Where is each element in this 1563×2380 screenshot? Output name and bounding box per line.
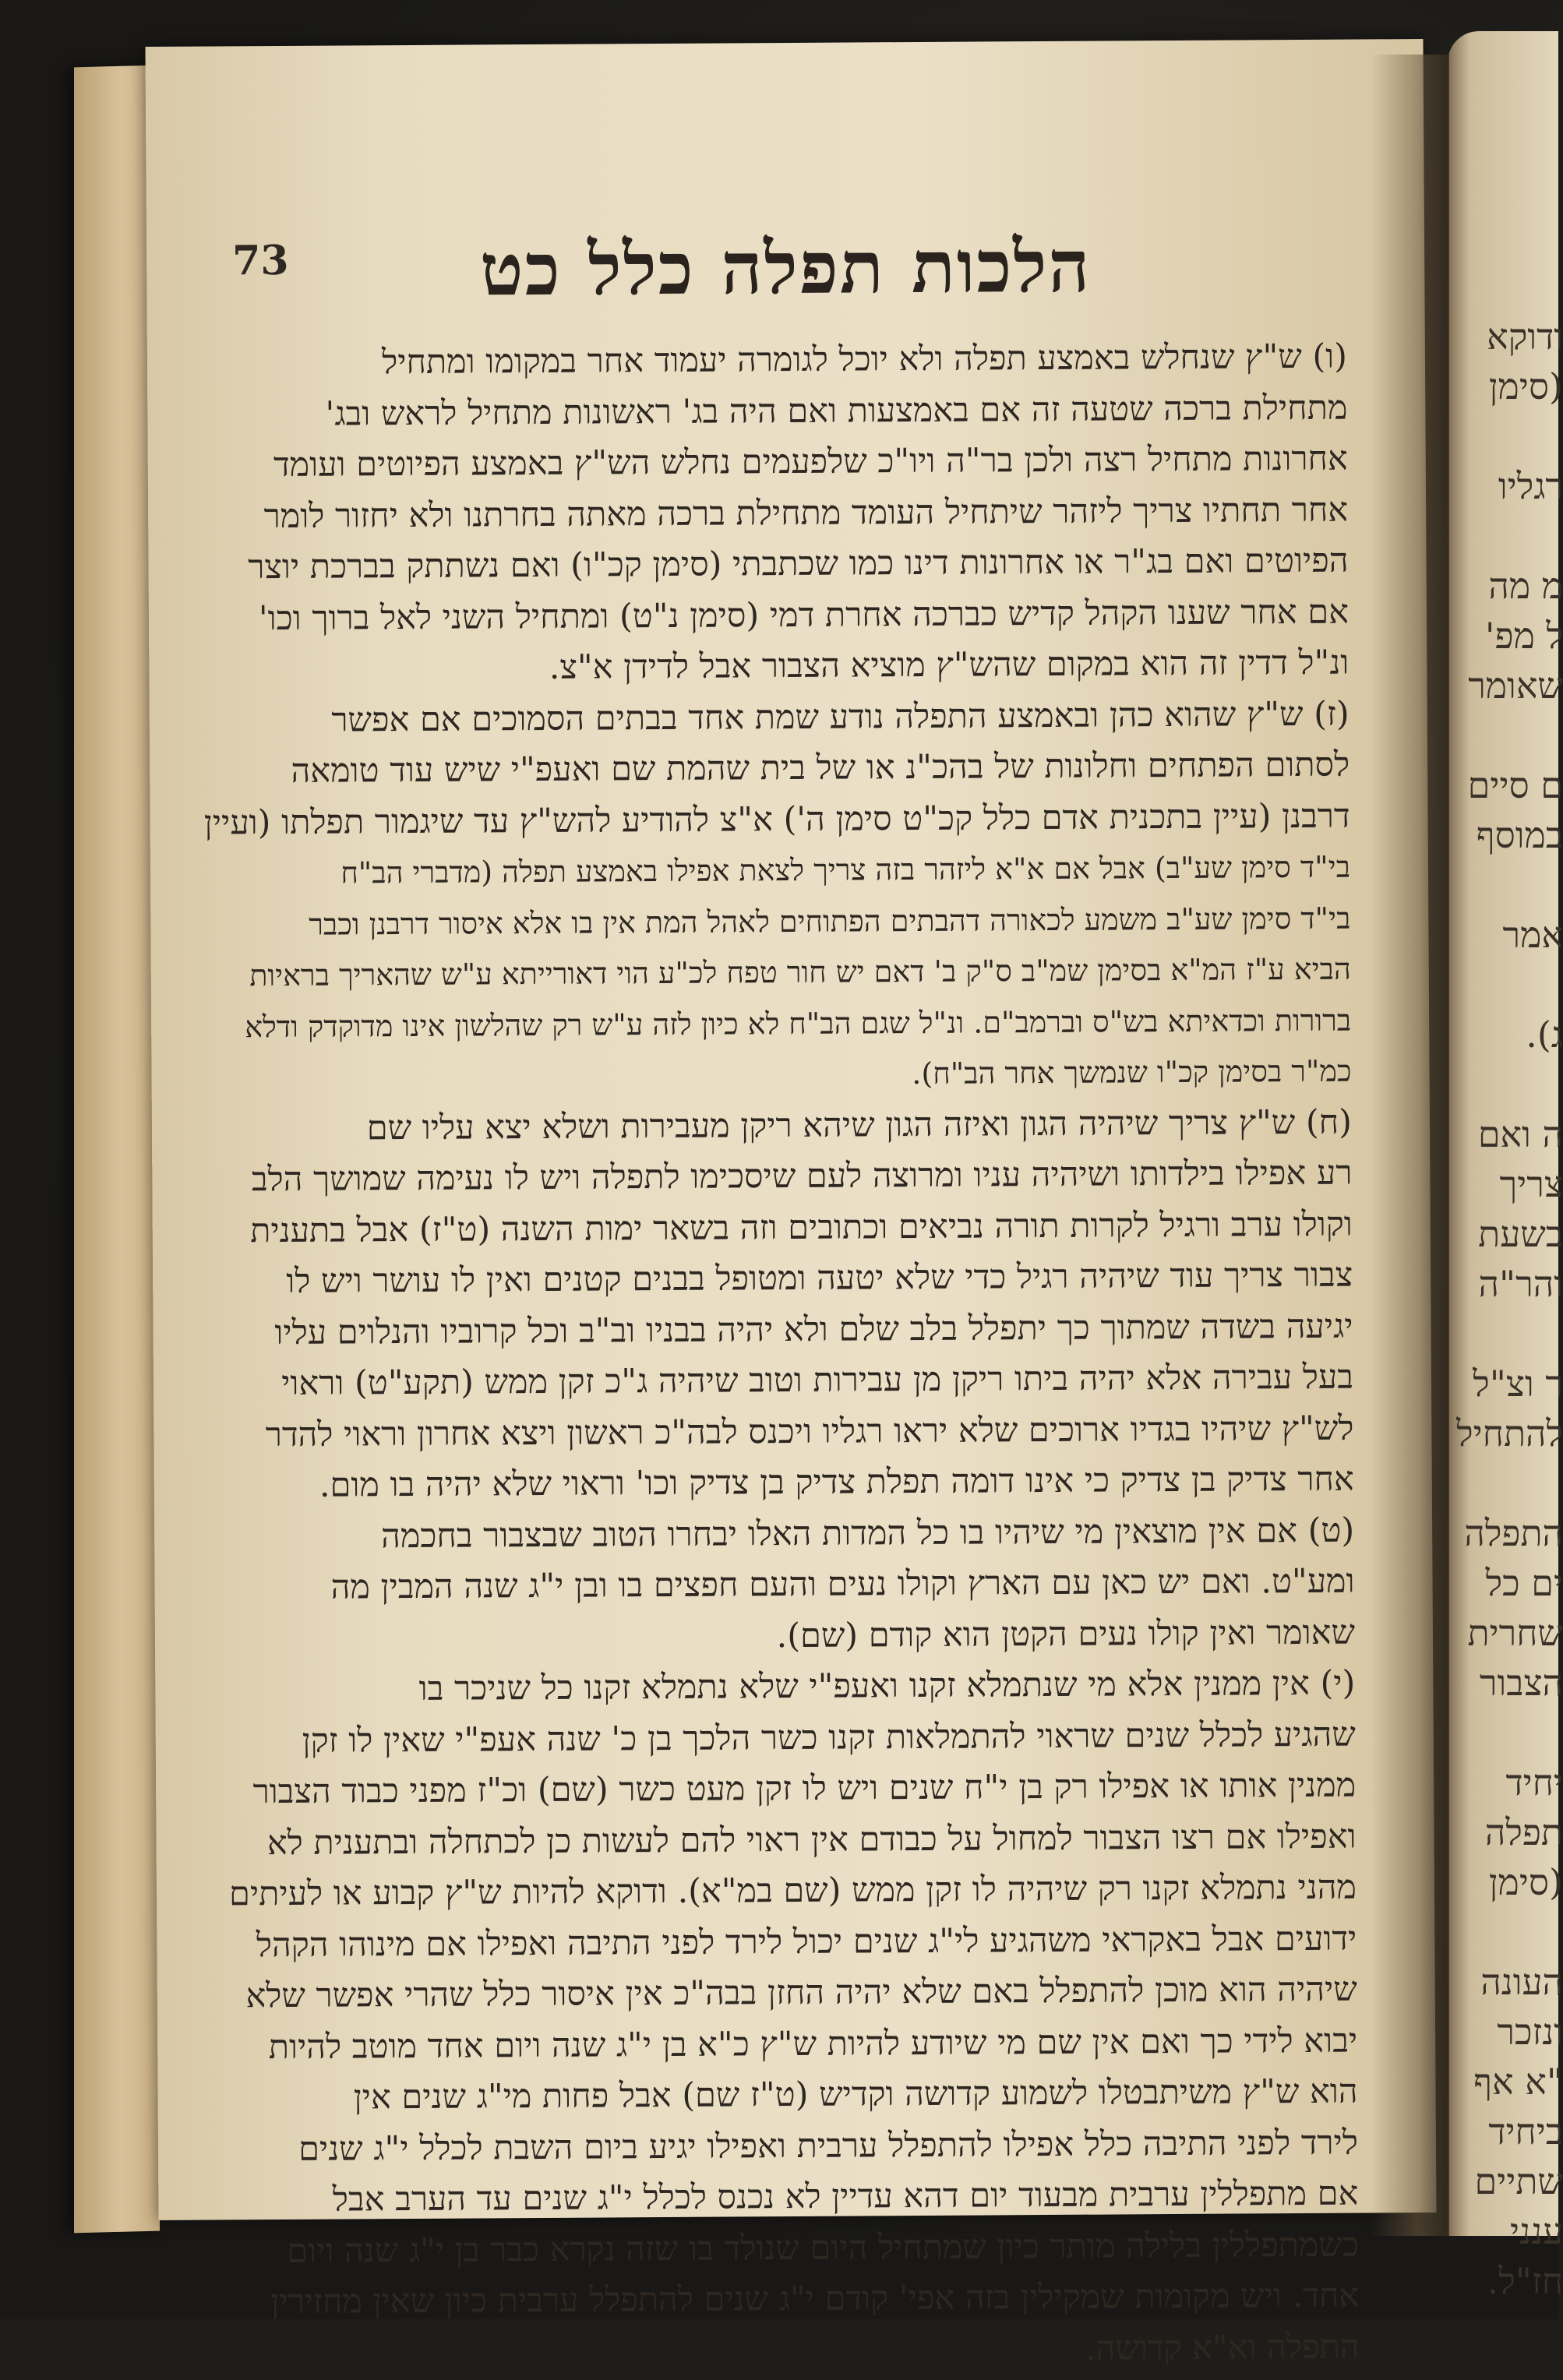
text-line: לירד לפני התיבה כלל אפילו להתפלל ערבית ואפילו יגיע ביום השבת לכלל י"ג שנים [298,2123,1359,2169]
fragment-line: יחיד [1505,1761,1563,1804]
paragraph-zayin [203,689,1352,1104]
page-title: הלכות תפלה כלל כט [479,224,1092,312]
fragment-line: "א אף [1473,2061,1563,2103]
fragment-line: רגליו [1498,465,1563,507]
fragment-line: ג). [1526,1014,1563,1056]
text-line: בי"ד סימן שע"ב משמע לכאורה דהבתים הפתוחים לאהל המת אין בו אלא איסור דרבנן וכבר [309,901,1351,942]
text-line: הוא ש"ץ משיתבטלו לשמוע קדושה וקדיש (ט"ז שם) אבל פחות מי"ג שנים אין [353,2071,1358,2117]
text-line: אחר צדיק בן צדיק כי אינו דומה תפלת צדיק בן צדיק וכו' וראוי שלא יהיה בו מום. [319,1459,1354,1505]
fragment-line: מ מה [1488,565,1563,607]
text-line: אם אחר שענו הקהל קדיש כברכה אחרת דמי (סימן נ"ט) ומתחיל השני לאל ברוך וכו' [258,592,1350,638]
text-line: (ט) אם אין מוצאין מי שיהיו בו כל המדות האלו יבחרו הטוב שבצבור בחכמה [380,1511,1355,1556]
book-gutter-shadow [1371,55,1449,2236]
text-line: הפיוטים ואם בג"ר או אחרונות דינו כמו שכתבתי (סימן קכ"ו) ואם נשתתק בברכת יוצר [248,541,1349,587]
text-line: דרבנן (עיין בתכנית אדם כלל קכ"ט סימן ה') א"צ להודיע להש"ץ עד שיגמור תפלתו (ועיין [203,796,1350,843]
fragment-line: שאומר [1468,665,1563,707]
text-line: התפלה וא"א קדושה. [1085,2327,1360,2368]
text-line: ונ"ל דדין זה הוא במקום שהש"ץ מוציא הצבור אבל לדידן א"צ. [549,643,1350,687]
fragment-line [1454,1708,1563,1758]
fragment-line: ל מפ' [1484,615,1563,657]
fragment-line: (סימן [1488,365,1563,407]
next-page-text [1454,312,1563,2306]
text-line: ואפילו אם רצו הצבור למחול על כבודם אין ראוי להם לעשות כן לכתחלה ובתענית לא [266,1817,1357,1863]
paragraph-tet [240,1505,1355,1665]
paragraph-vav [233,332,1350,696]
main-text [203,332,1360,2380]
text-line: לש"ץ שיהיו בגדיו ארוכים שלא יראו רגליו ויכנס לבה"כ ראשון ויצא אחרון וראוי להדר [265,1409,1354,1454]
fragment-line: ונזכר [1497,2011,1563,2053]
fragment-line [1454,1060,1563,1109]
fragment-line: ים כל [1485,1562,1563,1604]
fragment-line: התפלה [1464,1512,1563,1554]
paragraph-chet [238,1097,1354,1512]
fragment-line: ענני [1509,2210,1563,2252]
text-line: שיהיה הוא מוכן להתפלל באם שלא יהיה החזן בבה"כ אין איסור כלל שהרי אפשר שלא [245,1969,1357,2016]
fragment-line [1454,710,1563,760]
fragment-line: אמר [1502,914,1563,956]
text-line: לסתום הפתחים וחלונות של בהכ"נ או של בית שהמת שם ואעפ"י שיש עוד טומאה [291,745,1350,791]
fragment-line: ודוקא [1487,316,1563,358]
right-page-fragment [1448,31,1563,2302]
page-number: 73 [231,236,289,285]
fragment-line [1454,411,1563,461]
text-line: כמ"ר בסימן קכ"ו שנמשך אחר הב"ח). [912,1053,1352,1091]
text-line: צבור צריך עוד שיהיה רגיל כדי שלא יטעה ומטופל בבנים קטנים ואין לו עושר ויש לו [286,1255,1353,1301]
fragment-line: ה ואם [1477,1113,1563,1155]
fragment-line: צריך [1499,1163,1563,1205]
fragment-line: ביחיד [1488,2110,1563,2153]
fragment-line [1454,960,1563,1010]
fragment-line: העונה [1480,1961,1563,2003]
text-line: אחרונות מתחיל רצה ולכן בר"ה ויו"כ שלפעמים נחלש הש"ץ באמצע הפיוטים ועומד [273,439,1348,485]
fragment-line: ם סיים [1467,764,1563,806]
text-line: יבוא לידי כך ואם אין שם מי שיודע להיות ש"ץ כ"א בן י"ג שנה ויום אחד מוטב להיות [268,2021,1358,2067]
text-line: אחר תחתיו צריך ליזהר שיתחיל העומד מתחילת ברכה מאתה בחרתנו ולא יחזור לומר [263,490,1349,536]
text-line: מתחילת ברכה שטעה זה אם באמצעות ואם היה בג' ראשונות מתחיל לראש ובג' [325,388,1348,434]
left-page [145,39,1436,2368]
text-line: (ו) ש"ץ שנחלש באמצע תפלה ולא יוכל לגומרה יעמוד אחר במקומו ומתחיל [381,337,1348,383]
text-line: (י) אין ממנין אלא מי שנתמלא זקנו ואעפ"י שלא נתמלא זקנו כל שניכר בו [418,1663,1356,1708]
fragment-line: (סימן [1488,1861,1563,1903]
fragment-line [1454,511,1563,561]
fragment-line: הצבור [1479,1662,1563,1704]
text-line: ממנין אותו או אפילו רק בן י"ח שנים ויש לו זקן מעט כשר (שם) וכ"ז מפני כבוד הצבור [252,1765,1357,1812]
text-line: וקולו ערב ורגיל לקרות תורה נביאים וכתובים וזה בשאר ימות השנה (ט"ז) אבל בתענית [249,1204,1353,1250]
fragment-line: במוסף [1476,814,1563,856]
text-line: בעל עבירה אלא יהיה ביתו ריקן מן עבירות וטוב שיהיה ג"כ זקן ממש (תקע"ט) וראוי [281,1357,1354,1403]
text-line: אם מתפללין ערבית מבעוד יום דהא עדיין לא נכנס לכלל י"ג שנים עד הערב אבל [332,2174,1359,2220]
text-line: (ח) ש"ץ צריך שיהיה הגון ואיזה הגון שיהא ריקן מעבירות ושלא יצא עליו שם [366,1102,1353,1148]
text-line: ומע"ט. ואם יש כאן עם הארץ וקולו נעים והעם חפצים בו ובן י"ג שנה המבין מה [330,1561,1355,1607]
fragment-line: בשעת [1478,1213,1563,1255]
fragment-line: ר וצ"ל [1473,1363,1563,1405]
text-line: מהני נתמלא זקנו רק שיהיה לו זקן ממש (שם במ"א). ודוקא להיות ש"ץ קבוע או לעיתים [228,1867,1357,1914]
text-line: הביא ע"ז המ"א בסימן שמ"ב ס"ק ב' דאם יש חור טפח לכ"ע הוי דאורייתא ע"ש שהאריך בראיות [249,951,1351,993]
text-line: בי"ד סימן שע"ב) אבל אם א"א ליזהר בזה צריך לצאת אפילו באמצע תפלה (מדברי הב"ח [340,849,1351,890]
text-line: רע אפילו בילדותו ושיהיה עניו ומרוצה לעם שיסכימו לתפלה ויש לו נעימה שמושך הלב [251,1153,1353,1200]
fragment-line: שחרית [1467,1612,1563,1654]
fragment-line: חז"ל. [1487,2260,1563,2302]
text-line: אחד. ויש מקומות שמקילין בזה אפי' קודם י"ג שנים להתפלל ערבית כיון שאין מחזירין [270,2276,1360,2322]
fragment-line [1454,1907,1563,1957]
text-line: ברורות וכדאיתא בש"ס וברמב"ם. ונ"ל שגם הב"ח לא כיון לזה ע"ש רק שהלשון אינו מדוקדק ודלא [245,1003,1352,1044]
text-line: שאומר ואין קולו נעים הקטן הוא קודם (שם). [776,1613,1356,1655]
text-line: (ז) ש"ץ שהוא כהן ובאמצע התפלה נודע שמת אחד בבתים הסמוכים אם אפשר [331,694,1350,740]
fragment-line: להתחיל [1456,1412,1563,1454]
text-line: ידועים אבל באקראי משהגיע לי"ג שנים יכול לירד לפני התיבה ואפילו אם מינוהו הקהל [256,1919,1357,1965]
paragraph-yud [228,1659,1360,2380]
fragment-line [1454,1309,1563,1359]
text-line: כשמתפללין בלילה מותר כיון שמתחיל היום שנולד בו שזה נקרא כבר בן י"ג שנה ויום [287,2225,1359,2271]
fragment-line [1454,860,1563,910]
text-line: יגיעה בשדה שמתוך כך יתפלל בלב שלם ולא יהיה בבניו וב"ב וכל קרוביו והנלוים עליו [274,1306,1353,1352]
fragment-line: והר"ה [1478,1263,1563,1305]
fragment-line [1454,1458,1563,1508]
fragment-line: שתיים [1474,2160,1563,2202]
fragment-line: תפלה [1484,1811,1563,1853]
text-line: שהגיע לכלל שנים שראוי להתמלאות זקנו כשר הלכך בן כ' שנה אעפ"י שאין לו זקן [302,1715,1356,1761]
